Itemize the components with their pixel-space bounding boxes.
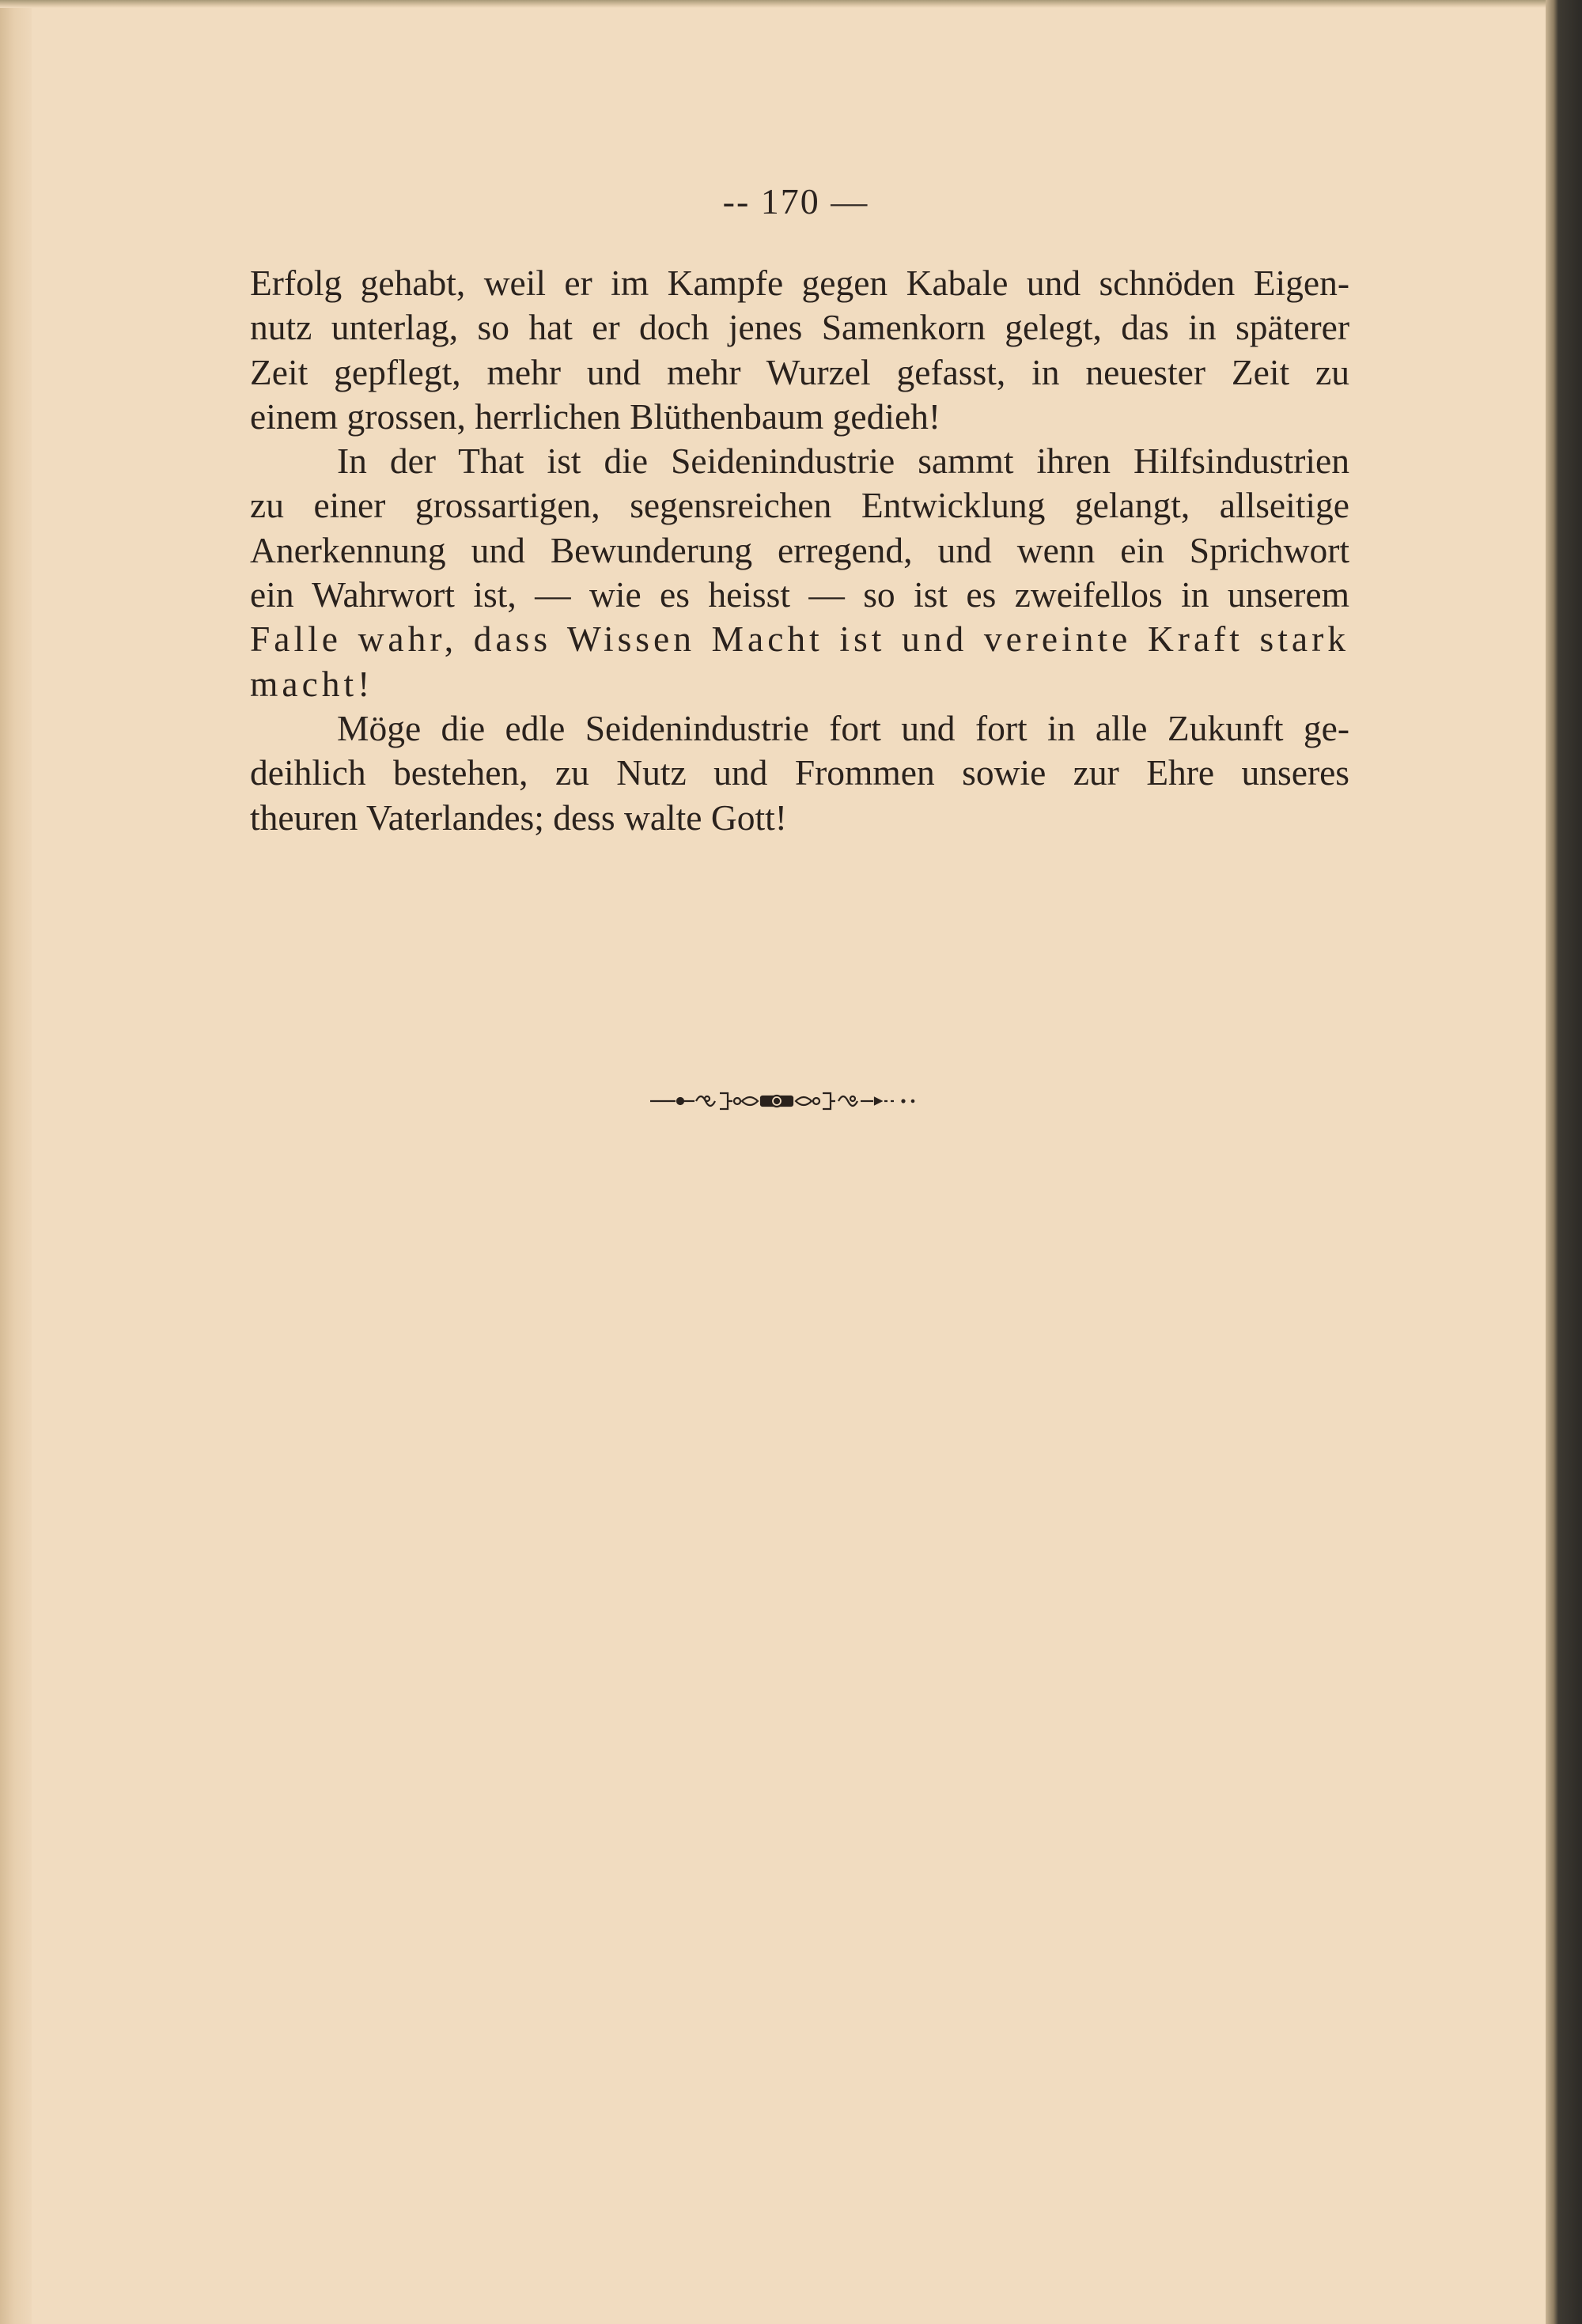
page-top-edge <box>0 0 1546 8</box>
text-line: deihlich bestehen, zu Nutz und Frommen sowie zur Ehre unseres <box>250 752 1349 793</box>
decorative-divider-ornament-icon <box>649 1085 933 1117</box>
text-line: In der That ist die Seidenindustrie sammt ihren Hilfsindustrien <box>337 441 1349 482</box>
text-line: Möge die edle Seidenindustrie fort und fort in alle Zukunft ge- <box>337 707 1349 748</box>
text-line: Erfolg gehabt, weil er im Kampfe gegen Kabale und schnöden Eigen- <box>250 263 1349 303</box>
text-line: zu einer grossartigen, segensreichen Entwicklung gelangt, allseitige <box>250 485 1349 526</box>
text-line: Zeit gepflegt, mehr und mehr Wurzel gefasst, in neuester Zeit zu <box>250 351 1349 392</box>
text-line: ein Wahrwort ist, — wie es heisst — so ist es zweifellos in unserem <box>250 574 1349 615</box>
text-line: macht! <box>250 663 374 704</box>
text-line: Falle wahr, dass Wissen Macht ist und vereinte Kraft stark <box>250 619 1349 660</box>
page-number: -- 170 — <box>722 181 869 221</box>
text-line: nutz unterlag, so hat er doch jenes Samenkorn gelegt, das in späterer <box>250 307 1349 348</box>
text-line: Anerkennung und Bewunderung erregend, und wenn ein Sprichwort <box>250 529 1349 570</box>
page-left-edge <box>0 0 32 2324</box>
text-line: theuren Vaterlandes; dess walte Gott! <box>250 797 787 838</box>
body-text <box>250 261 1349 840</box>
page-right-edge <box>1546 0 1582 2324</box>
text-line: einem grossen, herrlichen Blüthenbaum gedieh! <box>250 396 941 437</box>
